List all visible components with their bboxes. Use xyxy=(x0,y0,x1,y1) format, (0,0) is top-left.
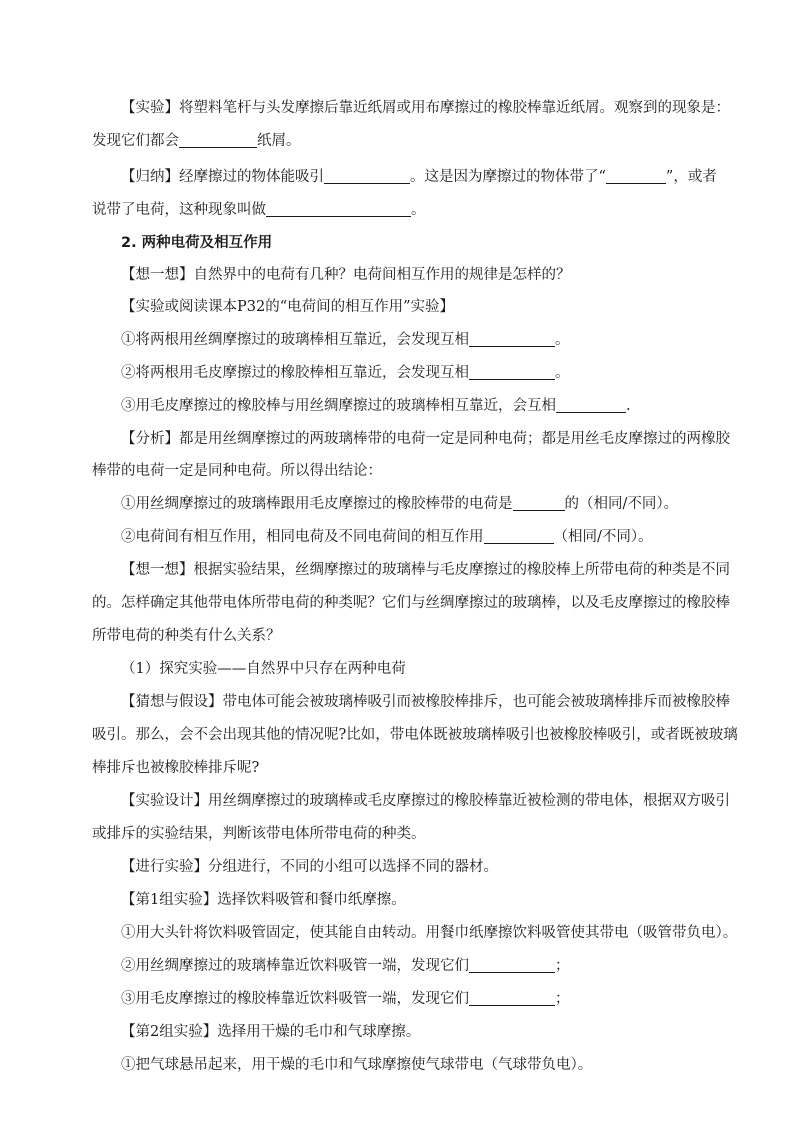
conclusion-1: ①用丝绸摩擦过的玻璃棒跟用毛皮摩擦过的橡胶棒带的电荷是 的（相同/不同）。 xyxy=(121,496,679,512)
group1-heading: 【第1组实验】选择饮料吸管和餐巾纸摩擦。 xyxy=(121,892,406,908)
answer-blank[interactable] xyxy=(469,330,555,347)
answer-blank[interactable] xyxy=(324,167,410,184)
procedure-paragraph: 【进行实验】分组进行，不同的小组可以选择不同的器材。 xyxy=(121,859,498,875)
design-paragraph-cont: 或排斥的实验结果，判断该带电体所带电荷的种类。 xyxy=(92,826,426,842)
summary-paragraph: 【归纳】经摩擦过的物体能吸引 。这是因为摩擦过的物体带了“ ”，或者 xyxy=(121,169,717,185)
answer-blank[interactable] xyxy=(266,200,411,217)
step-3: ③用毛皮摩擦过的橡胶棒与用丝绸摩擦过的玻璃棒相互靠近，会互相 . xyxy=(121,398,631,414)
analysis-paragraph-cont: 棒带的电荷一定是同种电荷。所以得出结论： xyxy=(92,463,382,479)
answer-blank[interactable] xyxy=(469,989,555,1006)
reading-paragraph: 【实验或阅读课本P32的“电荷间的相互作用”实验】 xyxy=(121,299,455,315)
answer-blank[interactable] xyxy=(469,363,555,380)
conclusion-2: ②电荷间有相互作用，相同电荷及不同电荷间的相互作用 （相同/不同）。 xyxy=(121,529,653,545)
answer-blank[interactable] xyxy=(606,167,666,184)
group2-step-1: ①把气球悬吊起来，用干燥的毛巾和气球摩擦使气球带电（气球带负电）。 xyxy=(121,1057,593,1073)
hypothesis-paragraph: 【猜想与假设】带电体可能会被玻璃棒吸引而被橡胶棒排斥，也可能会被玻璃棒排斥而被橡胶棒 xyxy=(121,694,730,710)
section-heading: 2. 两种电荷及相互作用 xyxy=(121,235,273,251)
step-1: ①将两根用丝绸摩擦过的玻璃棒相互靠近，会发现互相 。 xyxy=(121,332,570,348)
design-paragraph: 【实验设计】用丝绸摩擦过的玻璃棒或毛皮摩擦过的橡胶棒靠近被检测的带电体，根据双方吸引 xyxy=(121,793,730,809)
analysis-paragraph: 【分析】都是用丝绸摩擦过的两玻璃棒带的电荷一定是同种电荷；都是用丝毛皮摩擦过的两橡胶 xyxy=(121,431,730,447)
group1-step-3: ③用毛皮摩擦过的橡胶棒靠近饮料吸管一端，发现它们 ； xyxy=(121,991,570,1007)
step-2: ②将两根用毛皮摩擦过的橡胶棒相互靠近，会发现互相 。 xyxy=(121,365,570,381)
answer-blank[interactable] xyxy=(484,527,554,544)
answer-blank[interactable] xyxy=(513,494,565,511)
hypothesis-paragraph-end: 棒排斥也被橡胶棒排斥呢? xyxy=(92,760,260,776)
group1-step-2: ②用丝绸摩擦过的玻璃棒靠近饮料吸管一端，发现它们 ； xyxy=(121,958,570,974)
experiment-paragraph: 【实验】将塑料笔杆与头发摩擦后靠近纸屑或用布摩擦过的橡胶棒靠近纸屑。观察到的现象是： xyxy=(121,100,730,116)
think-paragraph-2: 【想一想】根据实验结果，丝绸摩擦过的玻璃棒与毛皮摩擦过的橡胶棒上所带电荷的种类是不同 xyxy=(121,562,730,578)
think-paragraph-2-end: 所带电荷的种类有什么关系？ xyxy=(92,628,281,644)
hypothesis-paragraph-cont: 吸引。那么，会不会出现其他的情况呢?比如，带电体既被玻璃棒吸引也被橡胶棒吸引，或者既被玻璃 xyxy=(92,727,738,743)
experiment-paragraph-cont: 发现它们都会 纸屑。 xyxy=(92,133,301,149)
sub-heading: （1）探究实验——自然界中只存在两种电荷 xyxy=(121,661,406,677)
think-paragraph: 【想一想】自然界中的电荷有几种？电荷间相互作用的规律是怎样的？ xyxy=(121,267,571,283)
group1-step-1: ①用大头针将饮料吸管固定，使其能自由转动。用餐巾纸摩擦饮料吸管使其带电（吸管带负电）。 xyxy=(121,925,738,941)
answer-blank[interactable] xyxy=(556,396,626,413)
answer-blank[interactable] xyxy=(469,956,555,973)
summary-paragraph-cont: 说带了电荷，这种现象叫做 。 xyxy=(92,202,426,218)
think-paragraph-2-cont: 的。怎样确定其他带电体所带电荷的种类呢？它们与丝绸摩擦过的玻璃棒，以及毛皮摩擦过的橡胶棒 xyxy=(92,595,730,611)
group2-heading: 【第2组实验】选择用干燥的毛巾和气球摩擦。 xyxy=(121,1024,421,1040)
answer-blank[interactable] xyxy=(179,131,257,148)
